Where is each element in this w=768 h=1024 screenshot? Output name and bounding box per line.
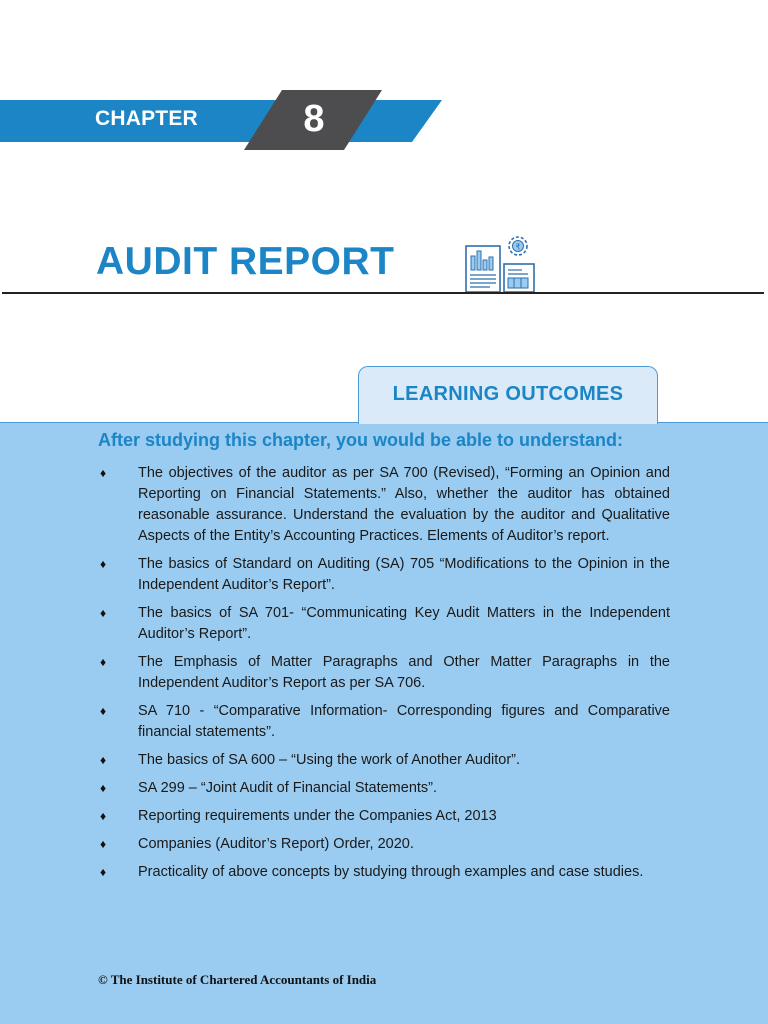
chapter-banner — [0, 90, 460, 152]
list-item-text: The basics of Standard on Auditing (SA) 705 “Modifications to the Opinion in the Independent Auditor’s Report”. — [138, 556, 670, 593]
page-title: AUDIT REPORT — [96, 240, 395, 283]
chapter-label: CHAPTER — [95, 107, 198, 130]
diamond-bullet-icon: ♦ — [100, 781, 107, 795]
list-item — [98, 652, 670, 694]
list-item — [98, 603, 670, 645]
list-item-text: The Emphasis of Matter Paragraphs and Other Matter Paragraphs in the Independent Auditor’s Report as per SA 706. — [138, 654, 670, 691]
learning-outcomes-intro: After studying this chapter, you would be able to understand: — [98, 430, 624, 450]
list-item-text: Practicality of above concepts by studying through examples and case studies. — [138, 864, 644, 880]
list-item — [98, 701, 670, 743]
diamond-bullet-icon: ♦ — [100, 466, 107, 480]
list-item-text: The basics of SA 600 – “Using the work of Another Auditor”. — [138, 752, 521, 768]
list-item — [98, 778, 670, 799]
chapter-number: 8 — [303, 98, 325, 140]
diamond-bullet-icon: ♦ — [100, 655, 107, 669]
list-item — [98, 750, 670, 771]
report-charts-rupee-icon — [462, 234, 538, 294]
diamond-bullet-icon: ♦ — [100, 606, 107, 620]
chapter-banner-shape — [0, 90, 460, 152]
list-item-text: The objectives of the auditor as per SA 700 (Revised), “Forming an Opinion and Reporting on Financial Statements.” Also, whether the auditor has obtained reasonable assurance. Understand the evaluation by the auditor and Qualitative Aspects of the Entity’s Accounting Practices. Elements of Auditor’s report. — [138, 465, 670, 544]
diamond-bullet-icon: ♦ — [100, 837, 107, 851]
list-item — [98, 862, 670, 883]
learning-outcomes-heading: LEARNING OUTCOMES — [392, 383, 624, 405]
list-item-text: Companies (Auditor’s Report) Order, 2020. — [138, 836, 414, 852]
diamond-bullet-icon: ♦ — [100, 809, 107, 823]
list-item — [98, 834, 670, 855]
title-divider — [2, 292, 764, 294]
list-item-text: The basics of SA 701- “Communicating Key Audit Matters in the Independent Auditor’s Report”. — [138, 605, 670, 642]
list-item — [98, 806, 670, 827]
learning-outcomes-list — [98, 463, 670, 890]
list-item-text: SA 710 - “Comparative Information- Corresponding figures and Comparative financial statements”. — [138, 703, 670, 740]
learning-outcomes-tab — [358, 366, 658, 424]
list-item — [98, 463, 670, 547]
diamond-bullet-icon: ♦ — [100, 865, 107, 879]
diamond-bullet-icon: ♦ — [100, 753, 107, 767]
list-item — [98, 554, 670, 596]
diamond-bullet-icon: ♦ — [100, 557, 107, 571]
diamond-bullet-icon: ♦ — [100, 704, 107, 718]
list-item-text: SA 299 – “Joint Audit of Financial Statements”. — [138, 780, 438, 796]
copyright-footer: © The Institute of Chartered Accountants of India — [98, 972, 377, 987]
list-item-text: Reporting requirements under the Companies Act, 2013 — [138, 808, 497, 824]
svg-text:₹: ₹ — [515, 242, 521, 252]
